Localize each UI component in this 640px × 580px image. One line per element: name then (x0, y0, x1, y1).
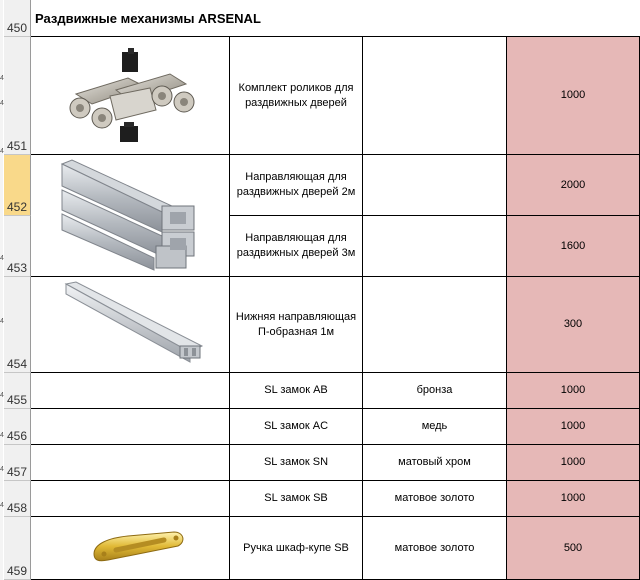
image-cell[interactable] (31, 481, 230, 517)
product-name-cell[interactable]: Нижняя направляющая П-образная 1м (230, 277, 363, 373)
product-name-cell[interactable]: Направляющая для раздвижных дверей 3м (230, 216, 363, 277)
finish-cell[interactable]: матовый хром (363, 445, 507, 481)
outline-marker: 4 (0, 392, 4, 399)
bottom-rail-image (62, 282, 204, 366)
roller-kit-image (58, 46, 208, 146)
price-cell[interactable]: 1000 (507, 481, 640, 517)
section-title[interactable]: Раздвижные механизмы ARSENAL (31, 0, 640, 37)
finish-cell[interactable] (363, 37, 507, 155)
price-cell[interactable]: 300 (507, 277, 640, 373)
outline-strip (0, 0, 3, 580)
finish-cell[interactable]: матовое золото (363, 481, 507, 517)
product-name-cell[interactable]: SL замок AC (230, 409, 363, 445)
product-name-cell[interactable]: Направляющая для раздвижных дверей 2м (230, 155, 363, 216)
row-header-458[interactable]: 458 (4, 481, 31, 517)
row-header-456[interactable]: 456 (4, 409, 31, 445)
outline-marker: 4 (0, 318, 4, 325)
price-cell[interactable]: 1000 (507, 445, 640, 481)
image-cell[interactable] (31, 445, 230, 481)
image-cell[interactable] (31, 409, 230, 445)
outline-marker: 4 (0, 148, 4, 155)
product-name-cell[interactable]: Комплект роликов для раздвижных дверей (230, 37, 363, 155)
image-cell[interactable] (31, 373, 230, 409)
outline-marker: 4 (0, 100, 4, 107)
outline-marker: 4 (0, 75, 4, 82)
row-header-453[interactable]: 453 (4, 216, 31, 277)
product-name-cell[interactable]: Ручка шкаф-купе SB (230, 517, 363, 580)
row-header-457[interactable]: 457 (4, 445, 31, 481)
outline-marker: 4 (0, 432, 4, 439)
price-cell[interactable]: 2000 (507, 155, 640, 216)
row-header-454[interactable]: 454 (4, 277, 31, 373)
row-header-459[interactable]: 459 (4, 517, 31, 580)
product-name-cell[interactable]: SL замок AB (230, 373, 363, 409)
row-header-450[interactable]: 450 (4, 0, 31, 37)
outline-marker: 4 (0, 255, 4, 262)
finish-cell[interactable] (363, 216, 507, 277)
finish-cell[interactable] (363, 277, 507, 373)
product-name-cell[interactable]: SL замок SN (230, 445, 363, 481)
gold-handle-image (88, 526, 188, 566)
outline-marker: 4 (0, 502, 4, 509)
finish-cell[interactable]: матовое золото (363, 517, 507, 580)
row-header-452[interactable]: 452 (4, 155, 31, 216)
finish-cell[interactable]: медь (363, 409, 507, 445)
product-name-cell[interactable]: SL замок SB (230, 481, 363, 517)
price-cell[interactable]: 1600 (507, 216, 640, 277)
aluminum-rail-image (60, 160, 200, 272)
finish-cell[interactable] (363, 155, 507, 216)
price-cell[interactable]: 500 (507, 517, 640, 580)
outline-marker: 4 (0, 466, 4, 473)
row-header-455[interactable]: 455 (4, 373, 31, 409)
price-cell[interactable]: 1000 (507, 373, 640, 409)
finish-cell[interactable]: бронза (363, 373, 507, 409)
row-header-451[interactable]: 451 (4, 37, 31, 155)
price-cell[interactable]: 1000 (507, 409, 640, 445)
price-cell[interactable]: 1000 (507, 37, 640, 155)
